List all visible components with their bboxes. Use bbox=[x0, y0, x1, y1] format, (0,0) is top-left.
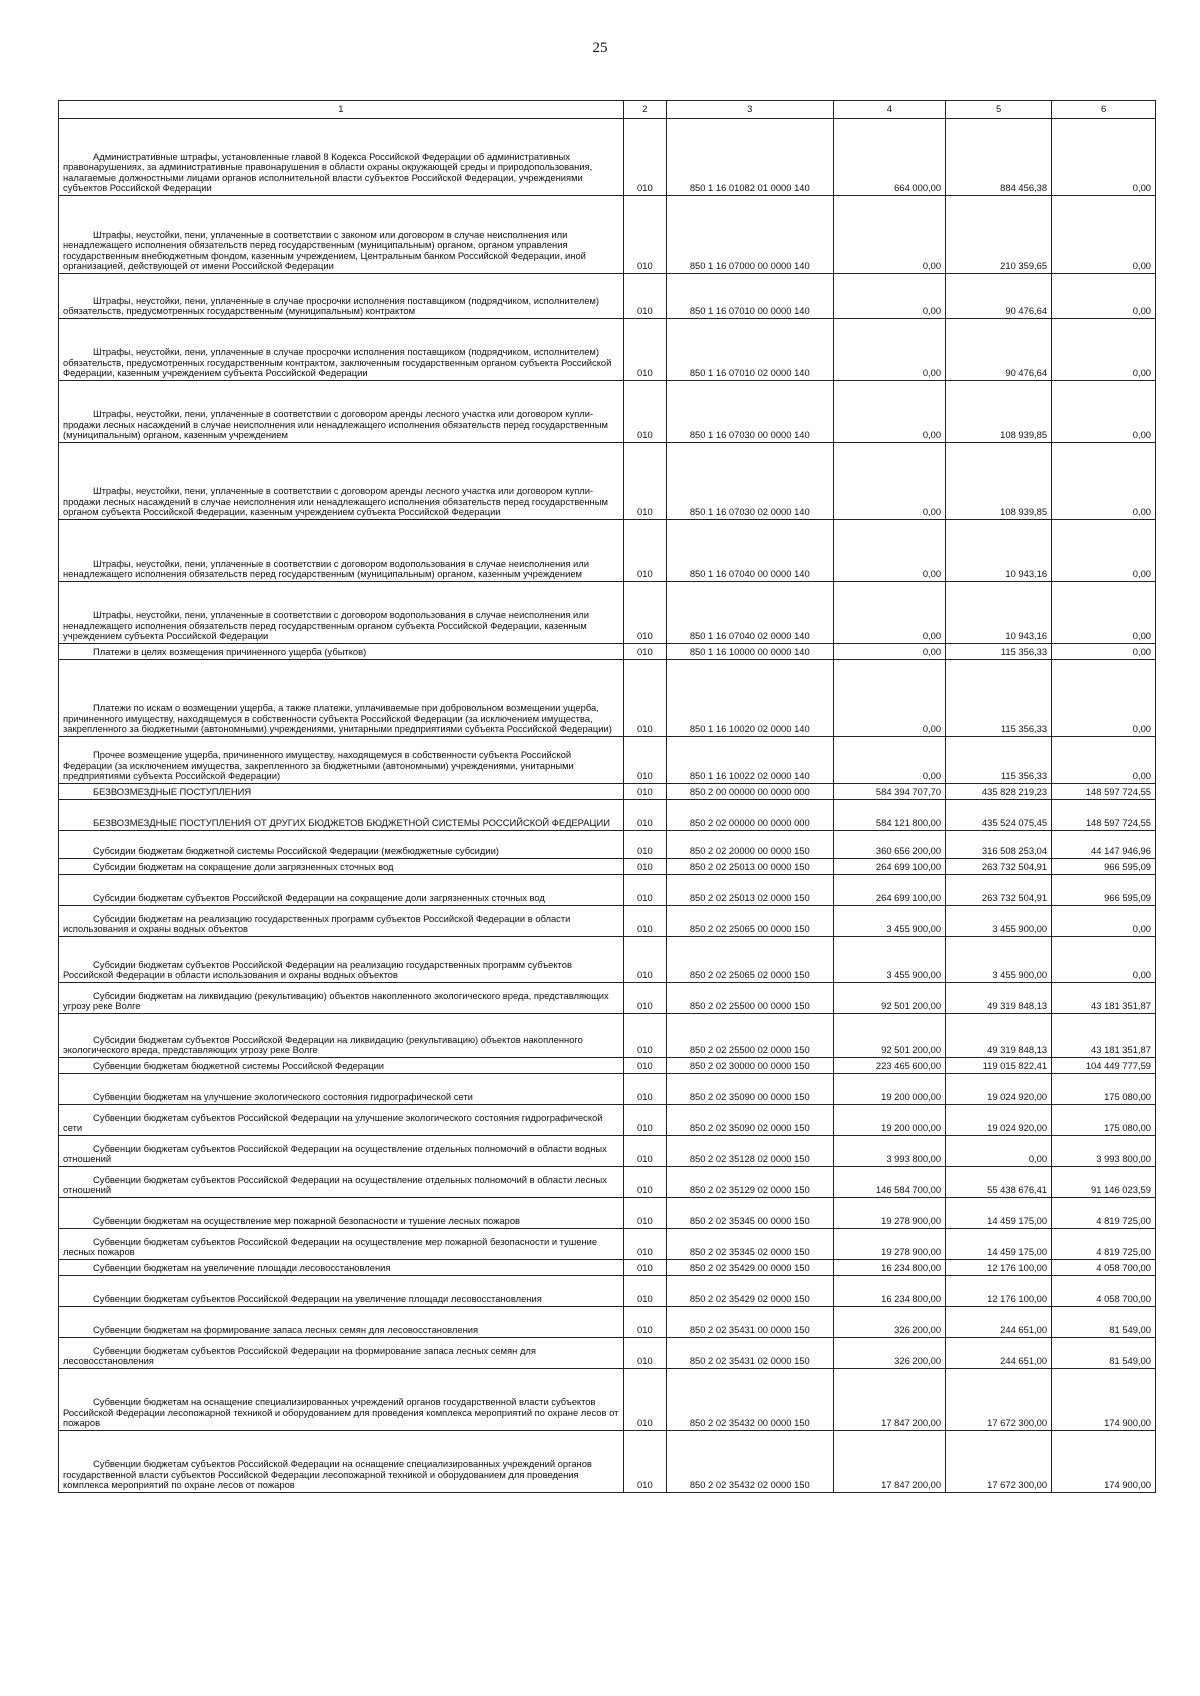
row-description: Штрафы, неустойки, пени, уплаченные в случае просрочки исполнения поставщиком (подрядчиком, исполнителем) обязательств, предусмотренных государственным контрактом, заключенным государственным органом субъекта Российской Федерации, казенным учреждением субъекта Российской Федерации bbox=[59, 319, 624, 381]
row-description: Субвенции бюджетам субъектов Российской Федерации на осуществление мер пожарной безопасности и тушение лесных пожаров bbox=[59, 1229, 624, 1260]
row-line-code: 010 bbox=[623, 937, 666, 983]
row-amount-col6: 3 993 800,00 bbox=[1052, 1136, 1156, 1167]
row-classification-code: 850 2 02 25500 02 0000 150 bbox=[666, 1014, 833, 1058]
row-amount-col4: 92 501 200,00 bbox=[833, 1014, 946, 1058]
row-classification-code: 850 1 16 07010 02 0000 140 bbox=[666, 319, 833, 381]
table-row bbox=[59, 1167, 1156, 1198]
row-classification-code: 850 1 16 07040 00 0000 140 bbox=[666, 520, 833, 582]
table-row bbox=[59, 800, 1156, 831]
row-classification-code: 850 2 02 35431 00 0000 150 bbox=[666, 1307, 833, 1338]
row-line-code: 010 bbox=[623, 1074, 666, 1105]
row-description: Субсидии бюджетам субъектов Российской Федерации на сокращение доли загрязненных сточных вод bbox=[59, 875, 624, 906]
row-amount-col6: 0,00 bbox=[1052, 644, 1156, 660]
column-header: 3 bbox=[666, 101, 833, 119]
row-line-code: 010 bbox=[623, 1260, 666, 1276]
column-header: 2 bbox=[623, 101, 666, 119]
table-row bbox=[59, 983, 1156, 1014]
row-amount-col5: 3 455 900,00 bbox=[946, 906, 1052, 937]
row-line-code: 010 bbox=[623, 381, 666, 443]
row-amount-col6: 0,00 bbox=[1052, 520, 1156, 582]
row-classification-code: 850 2 02 35090 00 0000 150 bbox=[666, 1074, 833, 1105]
row-line-code: 010 bbox=[623, 831, 666, 859]
row-amount-col4: 17 847 200,00 bbox=[833, 1431, 946, 1493]
row-amount-col4: 16 234 800,00 bbox=[833, 1276, 946, 1307]
row-amount-col4: 19 278 900,00 bbox=[833, 1198, 946, 1229]
row-amount-col4: 19 200 000,00 bbox=[833, 1105, 946, 1136]
row-line-code: 010 bbox=[623, 520, 666, 582]
row-description: Субвенции бюджетам на оснащение специализированных учреждений органов государственной власти субъектов Российской Федерации лесопожарной техникой и оборудованием для проведения комплекса мероприятий по охране лесов от пожаров bbox=[59, 1369, 624, 1431]
row-amount-col6: 4 819 725,00 bbox=[1052, 1229, 1156, 1260]
row-amount-col4: 0,00 bbox=[833, 660, 946, 737]
row-classification-code: 850 2 02 35431 02 0000 150 bbox=[666, 1338, 833, 1369]
row-classification-code: 850 2 02 35345 00 0000 150 bbox=[666, 1198, 833, 1229]
row-description: Субсидии бюджетам бюджетной системы Российской Федерации (межбюджетные субсидии) bbox=[59, 831, 624, 859]
row-line-code: 010 bbox=[623, 859, 666, 875]
table-body bbox=[59, 119, 1156, 1493]
row-classification-code: 850 1 16 07030 00 0000 140 bbox=[666, 381, 833, 443]
table-row bbox=[59, 1276, 1156, 1307]
row-amount-col6: 174 900,00 bbox=[1052, 1369, 1156, 1431]
row-description: Субсидии бюджетам на сокращение доли загрязненных сточных вод bbox=[59, 859, 624, 875]
row-amount-col4: 326 200,00 bbox=[833, 1307, 946, 1338]
row-amount-col6: 4 058 700,00 bbox=[1052, 1260, 1156, 1276]
row-classification-code: 850 1 16 10022 02 0000 140 bbox=[666, 737, 833, 784]
row-line-code: 010 bbox=[623, 119, 666, 196]
row-amount-col5: 115 356,33 bbox=[946, 737, 1052, 784]
row-description: Штрафы, неустойки, пени, уплаченные в соответствии с договором аренды лесного участка или договором купли-продажи лесных насаждений в случае неисполнения или ненадлежащего исполнения обязательств перед государственным (муниципальным) органом, казенным учреждением bbox=[59, 381, 624, 443]
table-row bbox=[59, 737, 1156, 784]
row-description: Субвенции бюджетам на осуществление мер пожарной безопасности и тушение лесных пожаров bbox=[59, 1198, 624, 1229]
row-description: Субвенции бюджетам субъектов Российской Федерации на оснащение специализированных учреждений органов государственной власти субъектов Российской Федерации лесопожарной техникой и оборудованием для проведения комплекса мероприятий по охране лесов от пожаров bbox=[59, 1431, 624, 1493]
row-amount-col5: 115 356,33 bbox=[946, 644, 1052, 660]
row-line-code: 010 bbox=[623, 443, 666, 520]
row-line-code: 010 bbox=[623, 1229, 666, 1260]
row-line-code: 010 bbox=[623, 1307, 666, 1338]
row-amount-col5: 263 732 504,91 bbox=[946, 859, 1052, 875]
row-amount-col6: 43 181 351,87 bbox=[1052, 983, 1156, 1014]
table-row bbox=[59, 1260, 1156, 1276]
row-amount-col6: 0,00 bbox=[1052, 274, 1156, 319]
row-amount-col6: 175 080,00 bbox=[1052, 1105, 1156, 1136]
row-amount-col5: 19 024 920,00 bbox=[946, 1074, 1052, 1105]
row-amount-col6: 44 147 946,96 bbox=[1052, 831, 1156, 859]
row-classification-code: 850 2 02 35128 02 0000 150 bbox=[666, 1136, 833, 1167]
row-amount-col4: 92 501 200,00 bbox=[833, 983, 946, 1014]
row-description: Платежи по искам о возмещении ущерба, а также платежи, уплачиваемые при добровольном возмещении ущерба, причиненного имуществу, находящемуся в собственности субъекта Российской Федерации (за исключением имущества, закрепленного за бюджетными (автономными) учреждениями, унитарными предприятиями субъекта Российской Федерации) bbox=[59, 660, 624, 737]
row-classification-code: 850 2 02 25013 00 0000 150 bbox=[666, 859, 833, 875]
table-row bbox=[59, 319, 1156, 381]
row-amount-col4: 360 656 200,00 bbox=[833, 831, 946, 859]
row-amount-col5: 108 939,85 bbox=[946, 381, 1052, 443]
row-amount-col4: 0,00 bbox=[833, 381, 946, 443]
row-amount-col4: 0,00 bbox=[833, 520, 946, 582]
row-line-code: 010 bbox=[623, 660, 666, 737]
table-row bbox=[59, 644, 1156, 660]
row-amount-col4: 0,00 bbox=[833, 443, 946, 520]
table-row bbox=[59, 196, 1156, 274]
row-amount-col6: 0,00 bbox=[1052, 196, 1156, 274]
row-classification-code: 850 1 16 10020 02 0000 140 bbox=[666, 660, 833, 737]
row-amount-col5: 12 176 100,00 bbox=[946, 1260, 1052, 1276]
row-classification-code: 850 1 16 07000 00 0000 140 bbox=[666, 196, 833, 274]
page-number: 25 bbox=[592, 40, 608, 56]
row-classification-code: 850 2 02 00000 00 0000 000 bbox=[666, 800, 833, 831]
row-amount-col4: 0,00 bbox=[833, 644, 946, 660]
table-row bbox=[59, 831, 1156, 859]
table-row bbox=[59, 1307, 1156, 1338]
row-amount-col5: 49 319 848,13 bbox=[946, 1014, 1052, 1058]
row-line-code: 010 bbox=[623, 1167, 666, 1198]
row-classification-code: 850 2 02 35432 02 0000 150 bbox=[666, 1431, 833, 1493]
row-classification-code: 850 1 16 01082 01 0000 140 bbox=[666, 119, 833, 196]
row-amount-col6: 0,00 bbox=[1052, 119, 1156, 196]
row-description: Субсидии бюджетам на реализацию государственных программ субъектов Российской Федерации в области использования и охраны водных объектов bbox=[59, 906, 624, 937]
row-amount-col6: 81 549,00 bbox=[1052, 1307, 1156, 1338]
row-amount-col6: 43 181 351,87 bbox=[1052, 1014, 1156, 1058]
row-line-code: 010 bbox=[623, 784, 666, 800]
row-amount-col6: 966 595,09 bbox=[1052, 859, 1156, 875]
row-description: Штрафы, неустойки, пени, уплаченные в соответствии с договором водопользования в случае неисполнения или ненадлежащего исполнения обязательств перед государственным (муниципальным) органом, казенным учреждением bbox=[59, 520, 624, 582]
row-line-code: 010 bbox=[623, 983, 666, 1014]
row-amount-col6: 0,00 bbox=[1052, 381, 1156, 443]
row-description: Субсидии бюджетам на ликвидацию (рекультивацию) объектов накопленного экологического вреда, представляющих угрозу реке Волге bbox=[59, 983, 624, 1014]
table-row bbox=[59, 1105, 1156, 1136]
row-classification-code: 850 2 02 35129 02 0000 150 bbox=[666, 1167, 833, 1198]
row-classification-code: 850 2 02 35345 02 0000 150 bbox=[666, 1229, 833, 1260]
row-amount-col5: 210 359,65 bbox=[946, 196, 1052, 274]
row-description: Субвенции бюджетам на увеличение площади лесовосстановления bbox=[59, 1260, 624, 1276]
table-row bbox=[59, 1136, 1156, 1167]
column-header: 1 bbox=[59, 101, 624, 119]
row-line-code: 010 bbox=[623, 737, 666, 784]
row-line-code: 010 bbox=[623, 319, 666, 381]
row-amount-col5: 316 508 253,04 bbox=[946, 831, 1052, 859]
row-amount-col5: 14 459 175,00 bbox=[946, 1198, 1052, 1229]
row-amount-col5: 19 024 920,00 bbox=[946, 1105, 1052, 1136]
row-classification-code: 850 2 02 35429 00 0000 150 bbox=[666, 1260, 833, 1276]
row-amount-col5: 108 939,85 bbox=[946, 443, 1052, 520]
row-amount-col6: 4 058 700,00 bbox=[1052, 1276, 1156, 1307]
row-description: Субвенции бюджетам субъектов Российской Федерации на осуществление отдельных полномочий в области водных отношений bbox=[59, 1136, 624, 1167]
row-description: Субвенции бюджетам субъектов Российской Федерации на формирование запаса лесных семян для лесовосстановления bbox=[59, 1338, 624, 1369]
row-amount-col5: 17 672 300,00 bbox=[946, 1431, 1052, 1493]
row-line-code: 010 bbox=[623, 1058, 666, 1074]
table-row bbox=[59, 1074, 1156, 1105]
row-classification-code: 850 1 16 07040 02 0000 140 bbox=[666, 582, 833, 644]
row-amount-col5: 10 943,16 bbox=[946, 582, 1052, 644]
row-amount-col4: 0,00 bbox=[833, 319, 946, 381]
row-amount-col5: 14 459 175,00 bbox=[946, 1229, 1052, 1260]
table-row bbox=[59, 274, 1156, 319]
row-amount-col5: 884 456,38 bbox=[946, 119, 1052, 196]
row-line-code: 010 bbox=[623, 906, 666, 937]
row-line-code: 010 bbox=[623, 875, 666, 906]
row-amount-col4: 3 455 900,00 bbox=[833, 906, 946, 937]
row-amount-col5: 244 651,00 bbox=[946, 1307, 1052, 1338]
row-amount-col5: 244 651,00 bbox=[946, 1338, 1052, 1369]
table-row bbox=[59, 381, 1156, 443]
row-description: Административные штрафы, установленные главой 8 Кодекса Российской Федерации об административных правонарушениях, за административные правонарушения в области охраны окружающей среды и природопользования, налагаемые должностными лицами органов исполнительной власти субъектов Российской Федерации, учреждениями субъектов Российской Федерации bbox=[59, 119, 624, 196]
row-line-code: 010 bbox=[623, 800, 666, 831]
row-line-code: 010 bbox=[623, 644, 666, 660]
row-classification-code: 850 2 02 30000 00 0000 150 bbox=[666, 1058, 833, 1074]
row-line-code: 010 bbox=[623, 274, 666, 319]
row-classification-code: 850 2 02 25065 00 0000 150 bbox=[666, 906, 833, 937]
row-amount-col5: 90 476,64 bbox=[946, 274, 1052, 319]
row-line-code: 010 bbox=[623, 1014, 666, 1058]
row-amount-col5: 0,00 bbox=[946, 1136, 1052, 1167]
row-description: Штрафы, неустойки, пени, уплаченные в соответствии с договором аренды лесного участка или договором купли-продажи лесных насаждений в случае неисполнения или ненадлежащего исполнения обязательств перед государственным органом субъекта Российской Федерации, казенным учреждением субъекта Российской Федерации bbox=[59, 443, 624, 520]
row-amount-col5: 55 438 676,41 bbox=[946, 1167, 1052, 1198]
row-amount-col4: 264 699 100,00 bbox=[833, 875, 946, 906]
row-amount-col6: 0,00 bbox=[1052, 737, 1156, 784]
row-line-code: 010 bbox=[623, 1338, 666, 1369]
row-amount-col4: 0,00 bbox=[833, 196, 946, 274]
row-line-code: 010 bbox=[623, 1198, 666, 1229]
row-line-code: 010 bbox=[623, 1276, 666, 1307]
row-classification-code: 850 2 02 35090 02 0000 150 bbox=[666, 1105, 833, 1136]
row-line-code: 010 bbox=[623, 1105, 666, 1136]
row-classification-code: 850 1 16 07010 00 0000 140 bbox=[666, 274, 833, 319]
table-row bbox=[59, 937, 1156, 983]
row-amount-col6: 148 597 724,55 bbox=[1052, 784, 1156, 800]
row-amount-col4: 146 584 700,00 bbox=[833, 1167, 946, 1198]
row-amount-col6: 0,00 bbox=[1052, 906, 1156, 937]
row-description: Субвенции бюджетам бюджетной системы Российской Федерации bbox=[59, 1058, 624, 1074]
row-description: Прочее возмещение ущерба, причиненного имуществу, находящемуся в собственности субъекта Российской Федерации (за исключением имущества, закрепленного за бюджетными (автономными) учреждениями, унитарными предприятиями субъекта Российской Федерации) bbox=[59, 737, 624, 784]
row-amount-col5: 435 828 219,23 bbox=[946, 784, 1052, 800]
table-row bbox=[59, 906, 1156, 937]
row-amount-col4: 264 699 100,00 bbox=[833, 859, 946, 875]
table-header-row bbox=[59, 101, 1156, 119]
row-description: Субвенции бюджетам на улучшение экологического состояния гидрографической сети bbox=[59, 1074, 624, 1105]
row-description: БЕЗВОЗМЕЗДНЫЕ ПОСТУПЛЕНИЯ bbox=[59, 784, 624, 800]
table-row bbox=[59, 1369, 1156, 1431]
row-amount-col4: 0,00 bbox=[833, 737, 946, 784]
table-row bbox=[59, 582, 1156, 644]
row-line-code: 010 bbox=[623, 196, 666, 274]
row-amount-col6: 81 549,00 bbox=[1052, 1338, 1156, 1369]
row-amount-col6: 0,00 bbox=[1052, 582, 1156, 644]
row-amount-col6: 0,00 bbox=[1052, 319, 1156, 381]
row-amount-col6: 104 449 777,59 bbox=[1052, 1058, 1156, 1074]
row-amount-col5: 10 943,16 bbox=[946, 520, 1052, 582]
row-amount-col5: 115 356,33 bbox=[946, 660, 1052, 737]
table-row bbox=[59, 859, 1156, 875]
row-line-code: 010 bbox=[623, 1136, 666, 1167]
row-description: Субсидии бюджетам субъектов Российской Федерации на ликвидацию (рекультивацию) объектов накопленного экологического вреда, представляющих угрозу реке Волге bbox=[59, 1014, 624, 1058]
row-description: Субсидии бюджетам субъектов Российской Федерации на реализацию государственных программ субъектов Российской Федерации в области использования и охраны водных объектов bbox=[59, 937, 624, 983]
row-amount-col4: 223 465 600,00 bbox=[833, 1058, 946, 1074]
column-header: 4 bbox=[833, 101, 946, 119]
row-classification-code: 850 2 02 35429 02 0000 150 bbox=[666, 1276, 833, 1307]
table-row bbox=[59, 1338, 1156, 1369]
row-description: Субвенции бюджетам субъектов Российской Федерации на увеличение площади лесовосстановления bbox=[59, 1276, 624, 1307]
row-amount-col6: 966 595,09 bbox=[1052, 875, 1156, 906]
row-amount-col6: 148 597 724,55 bbox=[1052, 800, 1156, 831]
table-row bbox=[59, 1431, 1156, 1493]
table-row bbox=[59, 660, 1156, 737]
row-description: Штрафы, неустойки, пени, уплаченные в случае просрочки исполнения поставщиком (подрядчиком, исполнителем) обязательств, предусмотренных государственным (муниципальным) контрактом bbox=[59, 274, 624, 319]
row-line-code: 010 bbox=[623, 1431, 666, 1493]
row-amount-col4: 0,00 bbox=[833, 274, 946, 319]
row-amount-col4: 17 847 200,00 bbox=[833, 1369, 946, 1431]
row-description: Субвенции бюджетам субъектов Российской Федерации на улучшение экологического состояния гидрографической сети bbox=[59, 1105, 624, 1136]
column-header: 6 bbox=[1052, 101, 1156, 119]
row-amount-col5: 49 319 848,13 bbox=[946, 983, 1052, 1014]
row-description: БЕЗВОЗМЕЗДНЫЕ ПОСТУПЛЕНИЯ ОТ ДРУГИХ БЮДЖЕТОВ БЮДЖЕТНОЙ СИСТЕМЫ РОССИЙСКОЙ ФЕДЕРАЦИИ bbox=[59, 800, 624, 831]
row-classification-code: 850 2 02 20000 00 0000 150 bbox=[666, 831, 833, 859]
table-row bbox=[59, 119, 1156, 196]
row-amount-col6: 0,00 bbox=[1052, 937, 1156, 983]
row-amount-col5: 90 476,64 bbox=[946, 319, 1052, 381]
row-amount-col6: 0,00 bbox=[1052, 660, 1156, 737]
table-row bbox=[59, 443, 1156, 520]
row-description: Штрафы, неустойки, пени, уплаченные в соответствии с договором водопользования в случае неисполнения или ненадлежащего исполнения обязательств перед государственным органом субъекта Российской Федерации, казенным учреждением субъекта Российской Федерации bbox=[59, 582, 624, 644]
table-row bbox=[59, 1198, 1156, 1229]
row-line-code: 010 bbox=[623, 1369, 666, 1431]
row-classification-code: 850 1 16 10000 00 0000 140 bbox=[666, 644, 833, 660]
row-amount-col4: 584 394 707,70 bbox=[833, 784, 946, 800]
row-amount-col4: 3 455 900,00 bbox=[833, 937, 946, 983]
row-amount-col6: 174 900,00 bbox=[1052, 1431, 1156, 1493]
budget-table bbox=[58, 100, 1156, 1493]
row-amount-col5: 3 455 900,00 bbox=[946, 937, 1052, 983]
table-row bbox=[59, 1014, 1156, 1058]
table-row bbox=[59, 1058, 1156, 1074]
row-amount-col4: 664 000,00 bbox=[833, 119, 946, 196]
table-row bbox=[59, 1229, 1156, 1260]
table-row bbox=[59, 784, 1156, 800]
row-amount-col6: 4 819 725,00 bbox=[1052, 1198, 1156, 1229]
row-amount-col4: 16 234 800,00 bbox=[833, 1260, 946, 1276]
row-amount-col4: 19 200 000,00 bbox=[833, 1074, 946, 1105]
row-amount-col4: 0,00 bbox=[833, 582, 946, 644]
row-amount-col6: 175 080,00 bbox=[1052, 1074, 1156, 1105]
row-amount-col4: 584 121 800,00 bbox=[833, 800, 946, 831]
row-amount-col5: 17 672 300,00 bbox=[946, 1369, 1052, 1431]
column-header: 5 bbox=[946, 101, 1052, 119]
row-description: Платежи в целях возмещения причиненного ущерба (убытков) bbox=[59, 644, 624, 660]
row-classification-code: 850 2 02 25065 02 0000 150 bbox=[666, 937, 833, 983]
row-line-code: 010 bbox=[623, 582, 666, 644]
row-description: Штрафы, неустойки, пени, уплаченные в соответствии с законом или договором в случае неисполнения или ненадлежащего исполнения обязательств перед государственным (муниципальным) органом, органом управления государственным внебюджетным фондом, казенным учреждением, Центральным банком Российской Федерации, иной организацией, действующей от имени Российской Федерации bbox=[59, 196, 624, 274]
row-amount-col5: 119 015 822,41 bbox=[946, 1058, 1052, 1074]
row-amount-col5: 263 732 504,91 bbox=[946, 875, 1052, 906]
row-classification-code: 850 1 16 07030 02 0000 140 bbox=[666, 443, 833, 520]
row-classification-code: 850 2 02 35432 00 0000 150 bbox=[666, 1369, 833, 1431]
row-amount-col4: 19 278 900,00 bbox=[833, 1229, 946, 1260]
row-description: Субвенции бюджетам субъектов Российской Федерации на осуществление отдельных полномочий в области лесных отношений bbox=[59, 1167, 624, 1198]
row-classification-code: 850 2 00 00000 00 0000 000 bbox=[666, 784, 833, 800]
row-amount-col5: 12 176 100,00 bbox=[946, 1276, 1052, 1307]
row-amount-col4: 326 200,00 bbox=[833, 1338, 946, 1369]
row-amount-col6: 0,00 bbox=[1052, 443, 1156, 520]
row-amount-col4: 3 993 800,00 bbox=[833, 1136, 946, 1167]
row-classification-code: 850 2 02 25500 00 0000 150 bbox=[666, 983, 833, 1014]
table-row bbox=[59, 875, 1156, 906]
row-amount-col6: 91 146 023,59 bbox=[1052, 1167, 1156, 1198]
row-amount-col5: 435 524 075,45 bbox=[946, 800, 1052, 831]
row-description: Субвенции бюджетам на формирование запаса лесных семян для лесовосстановления bbox=[59, 1307, 624, 1338]
table-row bbox=[59, 520, 1156, 582]
row-classification-code: 850 2 02 25013 02 0000 150 bbox=[666, 875, 833, 906]
